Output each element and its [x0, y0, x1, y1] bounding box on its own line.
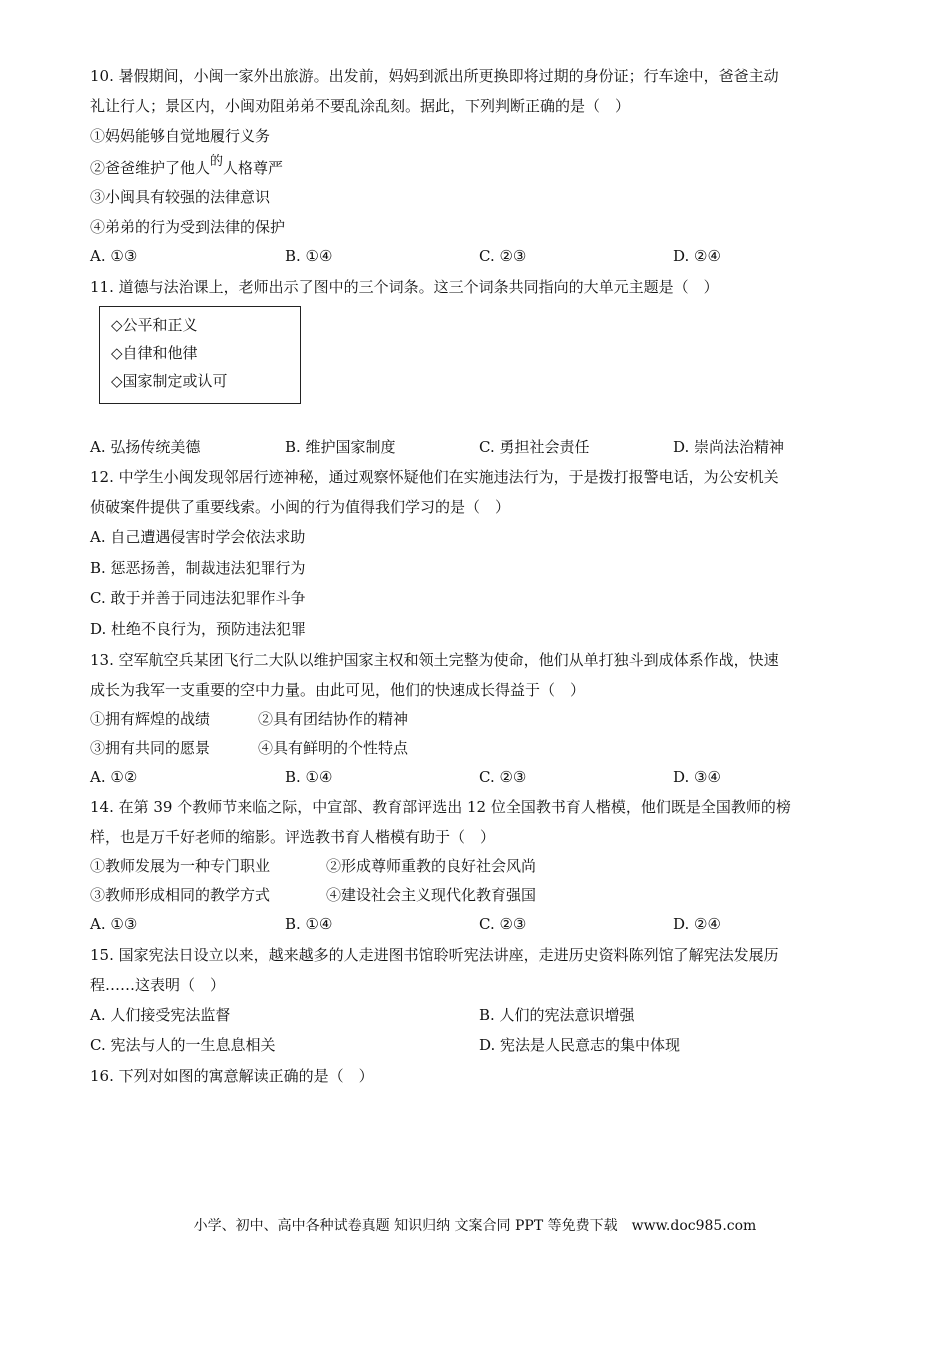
q14-stem-line1: 14. 在第 39 个教师节来临之际，中宣部、教育部评选出 12 位全国教书育人楷模，他们既是全国教师的榜 — [90, 798, 791, 816]
q11-term-3: ◇国家制定或认可 — [111, 372, 228, 390]
q12-option-c: C. 敢于并善于同违法犯罪作斗争 — [90, 589, 306, 607]
q13-option-c: C. ②③ — [479, 768, 527, 786]
q15-stem-line2: 程……这表明（ ） — [90, 976, 226, 994]
q10-statement-3: ③小闽具有较强的法律意识 — [90, 188, 271, 206]
q11-term-2: ◇自律和他律 — [111, 344, 198, 362]
q13-stem-line2: 成长为我军一支重要的空中力量。由此可见，他们的快速成长得益于（ ） — [90, 681, 586, 699]
q14-option-c: C. ②③ — [479, 915, 527, 933]
q13-statement-3: ③拥有共同的愿景 — [90, 739, 211, 757]
q13-option-b: B. ①④ — [285, 768, 333, 786]
q10-option-b: B. ①④ — [285, 247, 333, 265]
q10-statement-2-raised-char: 的 — [210, 154, 224, 169]
q10-stem-line1: 10. 暑假期间，小闽一家外出旅游。出发前，妈妈到派出所更换即将过期的身份证；行车途中，爸爸主动 — [90, 67, 779, 85]
q12-option-d: D. 杜绝不良行为，预防违法犯罪 — [90, 620, 307, 638]
q14-option-a: A. ①③ — [90, 915, 138, 933]
q13-statement-1: ①拥有辉煌的战绩 — [90, 710, 211, 728]
q15-option-d: D. 宪法是人民意志的集中体现 — [479, 1036, 681, 1054]
q14-statement-3: ③教师形成相同的教学方式 — [90, 886, 271, 904]
q10-stem-line2: 礼让行人；景区内，小闽劝阻弟弟不要乱涂乱刻。据此，下列判断正确的是（ ） — [90, 97, 631, 115]
q15-option-b: B. 人们的宪法意识增强 — [479, 1006, 635, 1024]
q13-stem-line1: 13. 空军航空兵某团飞行二大队以维护国家主权和领土完整为使命，他们从单打独斗到成体系作战，快速 — [90, 651, 779, 669]
q13-option-d: D. ③④ — [673, 768, 721, 786]
q12-stem-line1: 12. 中学生小闽发现邻居行迹神秘，通过观察怀疑他们在实施违法行为，于是拨打报警电话，为公安机关 — [90, 468, 779, 486]
q10-statement-2-part2: 人格尊严 — [223, 159, 284, 177]
q10-statement-2-part1: ②爸爸维护了他人 — [90, 159, 211, 177]
q11-option-a: A. 弘扬传统美德 — [90, 438, 201, 456]
q11-term-box — [99, 306, 301, 404]
q16-stem-line1: 16. 下列对如图的寓意解读正确的是（ ） — [90, 1067, 374, 1085]
q13-statement-4: ④具有鲜明的个性特点 — [258, 739, 409, 757]
q15-stem-line1: 15. 国家宪法日设立以来，越来越多的人走进图书馆聆听宪法讲座，走进历史资料陈列馆了解宪法发展历 — [90, 946, 779, 964]
q10-option-d: D. ②④ — [673, 247, 721, 265]
q11-option-c: C. 勇担社会责任 — [479, 438, 590, 456]
q11-stem-line1: 11. 道德与法治课上，老师出示了图中的三个词条。这三个词条共同指向的大单元主题是（ ） — [90, 278, 719, 296]
q14-option-b: B. ①④ — [285, 915, 333, 933]
q12-option-b: B. 惩恶扬善，制裁违法犯罪行为 — [90, 559, 306, 577]
q10-statement-1: ①妈妈能够自觉地履行义务 — [90, 127, 271, 145]
q14-statement-2: ②形成尊师重教的良好社会风尚 — [326, 857, 537, 875]
q10-statement-4: ④弟弟的行为受到法律的保护 — [90, 218, 286, 236]
page-footer: 小学、初中、高中各种试卷真题 知识归纳 文案合同 PPT 等免费下载 www.doc985.com — [193, 1218, 757, 1234]
q14-stem-line2: 样，也是万千好老师的缩影。评选教书育人楷模有助于（ ） — [90, 828, 496, 846]
q10-statement-2 — [90, 154, 284, 180]
q11-option-b: B. 维护国家制度 — [285, 438, 396, 456]
q14-statement-4: ④建设社会主义现代化教育强国 — [326, 886, 537, 904]
q15-option-a: A. 人们接受宪法监督 — [90, 1006, 231, 1024]
q10-option-a: A. ①③ — [90, 247, 138, 265]
q13-option-a: A. ①② — [90, 768, 138, 786]
q11-option-d: D. 崇尚法治精神 — [673, 438, 785, 456]
q14-option-d: D. ②④ — [673, 915, 721, 933]
q12-stem-line2: 侦破案件提供了重要线索。小闽的行为值得我们学习的是（ ） — [90, 498, 511, 516]
q11-term-1: ◇公平和正义 — [111, 316, 198, 334]
q14-statement-1: ①教师发展为一种专门职业 — [90, 857, 271, 875]
q12-option-a: A. 自己遭遇侵害时学会依法求助 — [90, 528, 306, 546]
q13-statement-2: ②具有团结协作的精神 — [258, 710, 409, 728]
q10-option-c: C. ②③ — [479, 247, 527, 265]
q15-option-c: C. 宪法与人的一生息息相关 — [90, 1036, 276, 1054]
